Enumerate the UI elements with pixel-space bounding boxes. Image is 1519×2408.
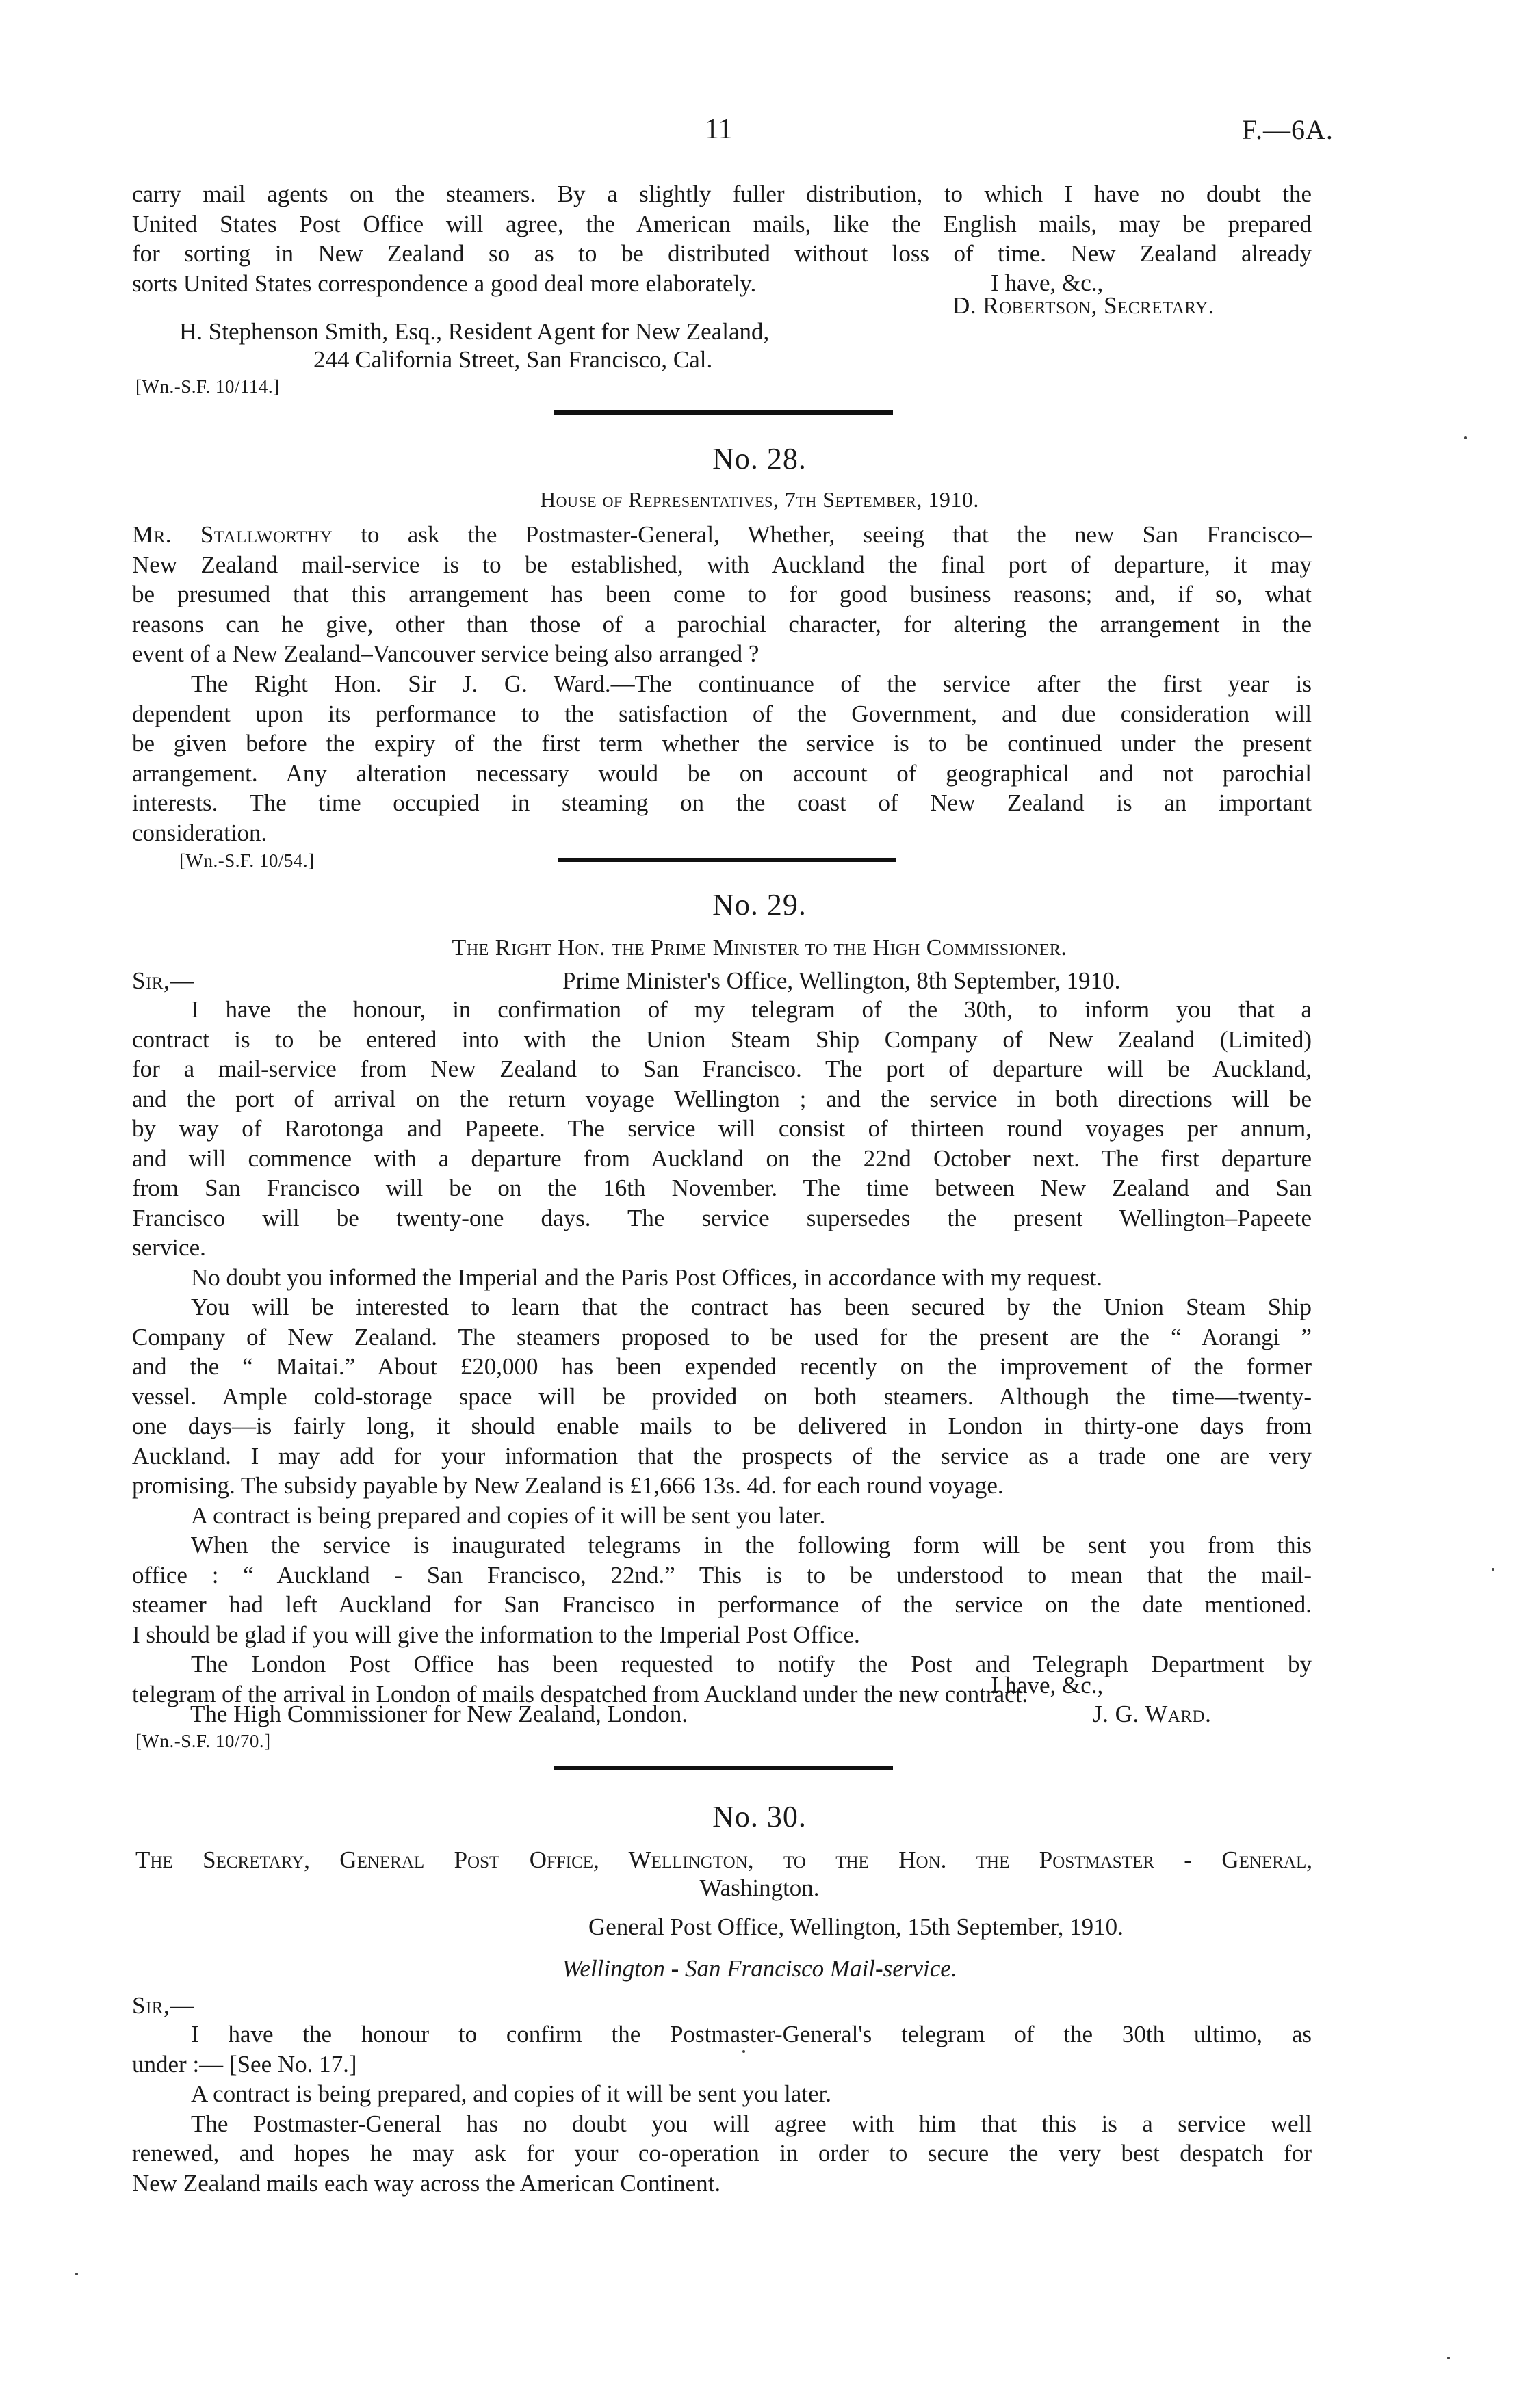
no30-line: I have the honour to confirm the Postmaster-General's telegram of the 30th ultimo, as: [191, 2021, 1312, 2047]
no30-line: renewed, and hopes he may ask for your co-operation in order to secure the very best despatch for: [132, 2140, 1312, 2167]
no28-answer: [132, 669, 1312, 848]
no28-answer-line: be given before the expiry of the first term whether the service is to be continued under the present: [132, 730, 1312, 757]
no28-question-speaker: Mr. Stallworthy: [132, 521, 333, 548]
no28-question-line: event of a New Zealand–Vancouver service being also arranged ?: [132, 640, 760, 667]
no28-answer-line: arrangement. Any alteration necessary would be on account of geographical and not parochial: [132, 759, 1312, 787]
no29-line: Auckland. I may add for your information that the prospects of the service as a trade one are very: [132, 1442, 1312, 1469]
section-heading-no-30: No. 30.: [712, 1800, 807, 1833]
no30-paragraph: [132, 2079, 1312, 2109]
no28-question-line: [132, 520, 1312, 550]
no29-paragraph: [132, 1530, 1312, 1649]
no29-place-date: Prime Minister's Office, Wellington, 8th September, 1910.: [562, 967, 1121, 994]
intro-addressee-line-1: H. Stephenson Smith, Esq., Resident Agent for New Zealand,: [179, 318, 770, 345]
intro-letter-line: sorts United States correspondence a good deal more elaborately.: [132, 270, 757, 297]
intro-closing: I have, &c.,: [991, 270, 1104, 296]
no29-line: vessel. Ample cold-storage space will be provided on both steamers. Although the time—twenty-: [132, 1383, 1312, 1410]
no28-subtitle: House of Representatives, 7th September, 1910.: [540, 487, 979, 512]
scan-speck: [1447, 2357, 1450, 2359]
no29-salutation: Sir,—: [132, 967, 194, 994]
intro-letter-line: United States Post Office will agree, the American mails, like the English mails, may be prepared: [132, 210, 1312, 237]
no29-line: steamer had left Auckland for San Francisco in performance of the service on the date mentioned.: [132, 1591, 1312, 1618]
no29-line: I have the honour, in confirmation of my telegram of the 30th, to inform you that a: [191, 996, 1312, 1023]
no30-subtitle-line-2: Washington.: [699, 1874, 820, 1901]
no29-signature: J. G. Ward.: [1093, 1701, 1212, 1727]
no29-line: office : “ Auckland - San Francisco, 22nd.” This is to be understood to mean that the mail-: [132, 1561, 1312, 1588]
no28-question-line: New Zealand mail-service is to be established, with Auckland the final port of departure, it may: [132, 551, 1312, 578]
no29-line: and will commence with a departure from Auckland on the 22nd October next. The first departure: [132, 1144, 1312, 1172]
no30-paragraph: [132, 2109, 1312, 2199]
no28-answer-line: dependent upon its performance to the satisfaction of the Government, and due consideration will: [132, 700, 1312, 727]
no29-line: No doubt you informed the Imperial and the Paris Post Offices, in accordance with my request.: [191, 1264, 1102, 1291]
section-divider-rule: [554, 410, 893, 415]
section-divider-rule: [554, 1766, 893, 1770]
no30-body: [132, 2019, 1312, 2198]
no29-line: The London Post Office has been requested to notify the Post and Telegraph Department by: [191, 1651, 1312, 1677]
no29-body: [132, 995, 1312, 1709]
no28-answer-line: The Right Hon. Sir J. G. Ward.—The continuance of the service after the first year is: [191, 670, 1312, 697]
no28-question-line: reasons can he give, other than those of a parochial character, for altering the arrangement in the: [132, 610, 1312, 638]
no29-line: You will be interested to learn that the contract has been secured by the Union Steam Ship: [191, 1294, 1312, 1320]
scan-speck: [75, 2273, 78, 2275]
no30-subtitle-line-1: The Secretary, General Post Office, Wellington, to the Hon. the Postmaster - General,: [135, 1846, 1312, 1873]
section-divider-rule: [558, 858, 896, 862]
no28-question-text: to ask the Postmaster-General, Whether, seeing that the new San Francisco–: [333, 521, 1312, 548]
no28-question: [132, 520, 1312, 669]
no30-topic: Wellington - San Francisco Mail-service.: [562, 1955, 957, 1982]
page-number: 11: [705, 114, 733, 145]
no29-file-reference: [Wn.-S.F. 10/70.]: [135, 1731, 271, 1751]
no29-line: from San Francisco will be on the 16th November. The time between New Zealand and San: [132, 1175, 1312, 1201]
no29-line: I should be glad if you will give the information to the Imperial Post Office.: [132, 1621, 860, 1648]
no29-line: by way of Rarotonga and Papeete. The service will consist of thirteen round voyages per annum,: [132, 1115, 1312, 1142]
no30-salutation: Sir,—: [132, 1992, 194, 2019]
no30-line: under :— [See No. 17.]: [132, 2050, 357, 2078]
no28-question-line: be presumed that this arrangement has been come to for good business reasons; and, if so, what: [132, 581, 1312, 607]
no29-closing: I have, &c.,: [991, 1672, 1104, 1699]
intro-letter-body: [132, 179, 1312, 298]
intro-file-reference: [Wn.-S.F. 10/114.]: [135, 376, 280, 397]
no30-paragraph: [132, 2019, 1312, 2079]
no29-line: service.: [132, 1234, 206, 1261]
no29-line: promising. The subsidy payable by New Zealand is £1,666 13s. 4d. for each round voyage.: [132, 1472, 1004, 1499]
no30-line: New Zealand mails each way across the American Continent.: [132, 2169, 721, 2197]
no29-paragraph: [132, 1501, 1312, 1531]
no29-subtitle: The Right Hon. the Prime Minister to the High Commissioner.: [452, 935, 1067, 960]
no29-line: one days—is fairly long, it should enable mails to be delivered in London in thirty-one days from: [132, 1413, 1312, 1439]
no29-line: Francisco will be twenty-one days. The service supersedes the present Wellington–Papeete: [132, 1204, 1312, 1231]
no29-line: and the port of arrival on the return voyage Wellington ; and the service in both directions will be: [132, 1085, 1312, 1112]
no29-line: and the “ Maitai.” About £20,000 has been expended recently on the improvement of the former: [132, 1353, 1312, 1380]
section-heading-no-29: No. 29.: [712, 888, 807, 921]
scan-speck: [742, 2050, 745, 2053]
intro-letter-line: for sorting in New Zealand so as to be distributed without loss of time. New Zealand already: [132, 240, 1312, 267]
document-code: F.—6A.: [1242, 114, 1334, 145]
no29-paragraph: [132, 1292, 1312, 1501]
scan-speck: [1464, 436, 1467, 439]
no30-place-date: General Post Office, Wellington, 15th September, 1910.: [588, 1913, 1124, 1940]
no28-file-reference: [Wn.-S.F. 10/54.]: [179, 850, 315, 871]
no28-answer-line: interests. The time occupied in steaming on the coast of New Zealand is an important: [132, 789, 1312, 816]
no29-line: telegram of the arrival in London of mails despatched from Auckland under the new contract.: [132, 1680, 1028, 1707]
no29-line: Company of New Zealand. The steamers proposed to be used for the present are the “ Aorangi ”: [132, 1323, 1312, 1350]
intro-addressee-line-2: 244 California Street, San Francisco, Cal.: [313, 346, 713, 373]
intro-signature: D. Robertson, Secretary.: [952, 292, 1215, 319]
no29-line: contract is to be entered into with the Union Steam Ship Company of New Zealand (Limited): [132, 1025, 1312, 1053]
scan-speck: [1492, 1568, 1494, 1571]
no28-answer-line: consideration.: [132, 819, 268, 846]
intro-letter-line: carry mail agents on the steamers. By a slightly fuller distribution, to which I have no doubt the: [132, 181, 1312, 207]
no29-paragraph: [132, 995, 1312, 1263]
section-heading-no-28: No. 28.: [712, 442, 807, 475]
no29-line: A contract is being prepared and copies of it will be sent you later.: [191, 1502, 826, 1529]
no29-line: When the service is inaugurated telegrams in the following form will be sent you from this: [191, 1532, 1312, 1558]
no29-paragraph: [132, 1263, 1312, 1293]
no30-line: The Postmaster-General has no doubt you will agree with him that this is a service well: [191, 2110, 1312, 2137]
no29-addressee: The High Commissioner for New Zealand, London.: [190, 1701, 688, 1727]
no30-line: A contract is being prepared, and copies of it will be sent you later.: [191, 2080, 831, 2107]
no29-line: for a mail-service from New Zealand to San Francisco. The port of departure will be Auckland,: [132, 1056, 1312, 1082]
